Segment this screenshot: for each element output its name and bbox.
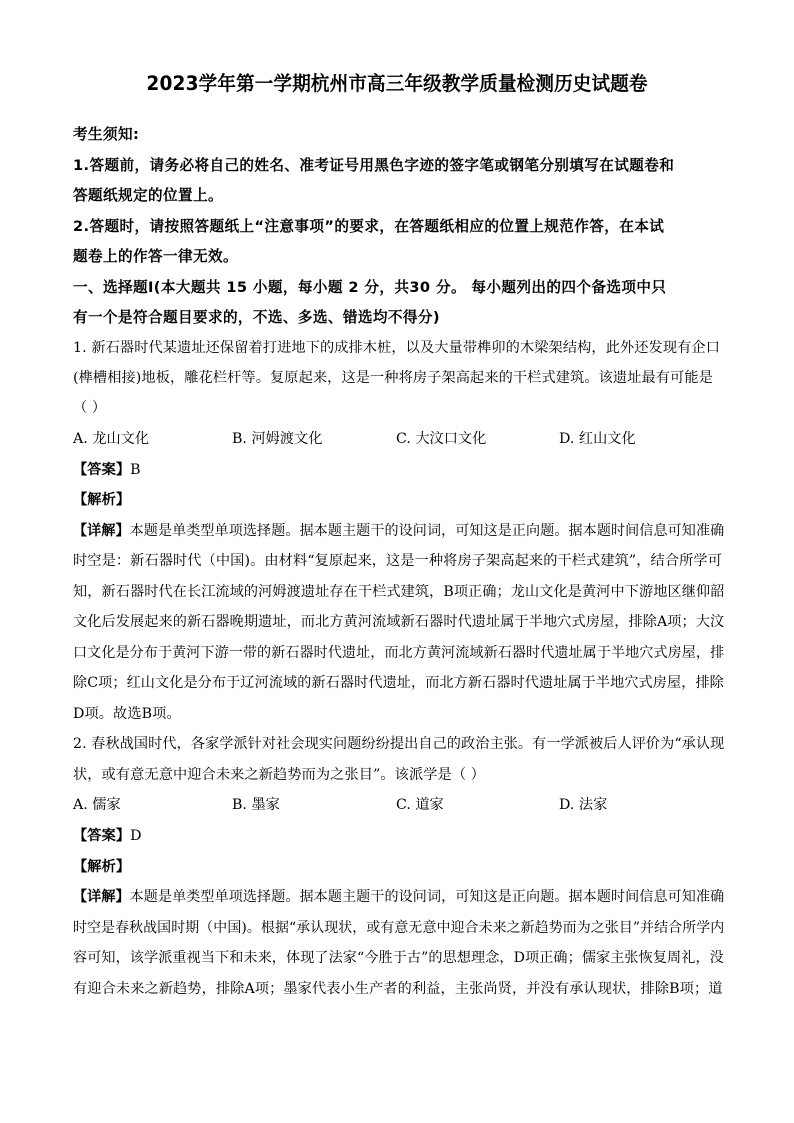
q1-answer-tag: 【答案】 [73,462,131,478]
section-heading-line-2: 有一个是符合题目要求的，不选、多选、错选均不得分) [73,309,440,326]
q1-detail-line-7: D项。故选B项。 [73,706,181,722]
q1-stem-line-2: (榫槽相接)地板，雕花栏杆等。复原起来，这是一种将房子架高起来的干栏式建筑。该遗址最有可能是 [73,370,713,386]
q1-stem-line-3: （ ） [73,400,107,416]
notice-item-2-line-1: 2.答题时，请按照答题纸上“注意事项”的要求，在答题纸相应的位置上规范作答，在本试 [73,218,665,235]
q2-detail-line-1 [73,886,724,906]
q1-option-a: A. 龙山文化 [73,431,150,447]
q1-detail-line-4: 文化后发展起来的新石器晚期遗址，而北方黄河流域新石器时代遗址属于半地穴式房屋，排除A项；大汶 [73,614,725,630]
q2-option-b: B. 墨家 [232,797,280,813]
q1-detail-line-1 [73,520,724,540]
q1-answer-line [73,459,141,479]
q1-answer: B [130,462,141,478]
q2-option-a: A. 儒家 [73,797,121,813]
q1-detail-line-5: 口文化是分布于黄河下游一带的新石器时代遗址，而北方黄河流域新石器时代遗址属于半地穴式房屋，排 [73,645,725,661]
q2-detail-tag: 【详解】 [73,889,130,905]
q1-detail-tag: 【详解】 [73,523,130,539]
notice-item-1-line-2: 答题纸规定的位置上。 [73,187,223,204]
q2-answer-tag: 【答案】 [73,828,131,844]
q1-detail-line-6: 除C项；红山文化是分布于辽河流域的新石器时代遗址，而北方新石器时代遗址属于半地穴式房屋，排除 [73,675,724,691]
q1-detail-line-3: 知，新石器时代在长江流域的河姆渡遗址存在干栏式建筑，B项正确；龙山文化是黄河中下游地区继仰韶 [73,584,725,600]
q2-detail-text: 本题是单类型单项选择题。据本题主题干的设问词，可知这是正向题。据本题时间信息可知准确 [129,889,725,905]
q1-option-d: D. 红山文化 [559,431,636,447]
q2-analysis-tag: 【解析】 [73,859,131,875]
notice-item-1-line-1: 1.答题前，请务必将自己的姓名、准考证号用黑色字迹的签字笔或钢笔分别填写在试题卷和 [73,157,675,174]
q1-analysis-tag: 【解析】 [73,492,131,508]
q2-answer: D [130,828,142,844]
q1-stem-line-1: 1. 新石器时代某遗址还保留着打进地下的成排木桩，以及大量带榫卯的木梁架结构，此外还发现有企口 [73,340,720,356]
notice-item-2-line-2: 题卷上的作答一律无效。 [73,248,238,265]
notice-heading: 考生须知: [73,126,140,143]
q2-stem-line-2: 状，或有意无意中迎合未来之新趋势而为之张目”。该派学是（ ） [73,767,486,783]
q1-detail-line-2: 时空是：新石器时代（中国)。由材料“复原起来，这是一种将房子架高起来的干栏式建筑”，结合所学可 [73,553,722,569]
page-title: 2023学年第一学期杭州市高三年级教学质量检测历史试题卷 [146,72,648,95]
q2-option-c: C. 道家 [396,797,444,813]
q2-detail-line-4: 有迎合未来之新趋势，排除A项；墨家代表小生产者的利益，主张尚贤，并没有承认现状，排除B项；道 [73,981,723,997]
q2-detail-line-3: 容可知，该学派重视当下和未来，体现了法家“今胜于古”的思想理念，D项正确；儒家主张恢复周礼，没 [73,950,724,966]
q1-option-c: C. 大汶口文化 [396,431,487,447]
q2-answer-line [73,825,142,845]
section-heading-line-1: 一、选择题Ⅰ(本大题共 15 小题，每小题 2 分，共30 分。 每小题列出的四个备选项中只 [73,279,667,296]
q2-analysis-line [73,856,130,876]
q2-detail-line-2: 时空是春秋战国时期（中国)。根据“承认现状，或有意无意中迎合未来之新趋势而为之张目”并结合所学内 [73,920,725,936]
q2-stem-line-1: 2. 春秋战国时代，各家学派针对社会现实问题纷纷提出自己的政治主张。有一学派被后人评价为“承认现 [73,736,725,752]
q1-analysis-line [73,489,130,509]
q2-option-d: D. 法家 [559,797,608,813]
q1-option-b: B. 河姆渡文化 [232,431,323,447]
q1-detail-text: 本题是单类型单项选择题。据本题主题干的设问词，可知这是正向题。据本题时间信息可知准确 [129,523,725,539]
